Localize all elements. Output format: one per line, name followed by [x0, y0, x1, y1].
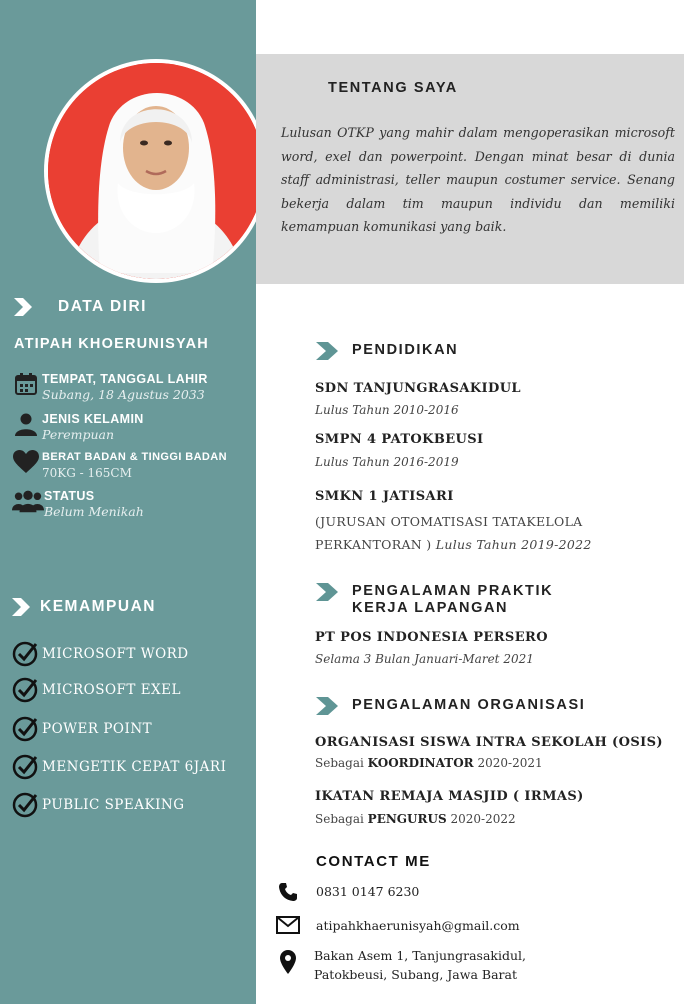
school-major-line: (JURUSAN OTOMATISASI TATAKELOLA	[315, 514, 583, 529]
org-name: ORGANISASI SISWA INTRA SEKOLAH (OSIS)	[315, 735, 663, 750]
contact-phone	[276, 882, 419, 902]
school-years: Lulus Tahun 2019-2022	[435, 537, 592, 552]
info-status	[12, 489, 144, 520]
skill-item	[12, 641, 189, 667]
contact-title: CONTACT ME	[316, 853, 431, 870]
org-role-years: 2020-2021	[477, 756, 543, 770]
chevron-right-icon	[10, 598, 30, 616]
school-name: SMPN 4 PATOKBEUSI	[315, 432, 484, 447]
school-name: SMKN 1 JATISARI	[315, 489, 454, 504]
school-name: SDN TANJUNGRASAKIDUL	[315, 381, 521, 396]
school-detail	[315, 510, 592, 556]
organisasi-title: PENGALAMAN ORGANISASI	[352, 697, 586, 713]
person-icon	[14, 412, 38, 436]
phone-number[interactable]: 0831 0147 6230	[316, 884, 420, 899]
school-major-line-2	[315, 533, 592, 556]
check-circle-icon	[12, 677, 38, 703]
chevron-right-icon	[316, 697, 338, 715]
check-circle-icon	[12, 716, 38, 742]
org-name: IKATAN REMAJA MASJID ( IRMAS)	[315, 789, 584, 804]
profile-photo	[48, 63, 264, 279]
org-role	[315, 756, 543, 770]
location-pin-icon	[280, 950, 296, 974]
pendidikan-heading	[316, 342, 458, 360]
org-role-title: PENGURUS	[367, 812, 447, 826]
check-circle-icon	[12, 641, 38, 667]
chevron-right-icon	[316, 342, 338, 360]
check-circle-icon	[12, 754, 38, 780]
pkl-detail: Selama 3 Bulan Januari-Maret 2021	[315, 652, 534, 666]
mail-icon	[276, 916, 300, 934]
pkl-title	[352, 583, 553, 617]
pkl-company: PT POS INDONESIA PERSERO	[315, 630, 548, 645]
org-role-prefix: Sebagai	[315, 756, 364, 770]
data-diri-title: DATA DIRI	[58, 298, 147, 315]
org-role	[315, 812, 516, 826]
info-value: Belum Menikah	[44, 504, 144, 519]
kemampuan-title: KEMAMPUAN	[40, 598, 156, 615]
info-label: TEMPAT, TANGGAL LAHIR	[42, 372, 208, 386]
email-address[interactable]: atipahkhaerunisyah@gmail.com	[316, 918, 520, 933]
skill-label: MICROSOFT EXEL	[42, 682, 181, 698]
chevron-right-icon	[12, 298, 32, 316]
info-value: 70KG - 165CM	[42, 466, 132, 480]
pkl-heading	[316, 583, 553, 617]
organisasi-heading	[316, 697, 585, 715]
pkl-title-line2: KERJA LAPANGAN	[352, 600, 509, 616]
school-detail: Lulus Tahun 2016-2019	[315, 455, 459, 469]
org-role-title: KOORDINATOR	[367, 756, 474, 770]
info-gender	[12, 412, 144, 443]
info-value: Subang, 18 Agustus 2033	[42, 387, 205, 402]
address-line-1: Bakan Asem 1, Tanjungrasakidul,	[314, 948, 526, 963]
data-diri-heading	[12, 298, 147, 316]
pendidikan-title: PENDIDIKAN	[352, 342, 459, 358]
skill-label: POWER POINT	[42, 721, 153, 737]
full-name: ATIPAH KHOERUNISYAH	[14, 336, 209, 352]
info-label: BERAT BADAN & TINGGI BADAN	[42, 451, 227, 463]
skill-label: MICROSOFT WORD	[42, 646, 189, 662]
address-line-2: Patokbeusi, Subang, Jawa Barat	[314, 967, 517, 982]
heart-icon	[13, 450, 39, 474]
kemampuan-heading	[10, 598, 156, 616]
skill-item	[12, 792, 185, 818]
skill-item	[12, 677, 181, 703]
info-body	[12, 450, 227, 481]
info-birth	[12, 372, 208, 403]
contact-email	[276, 916, 520, 935]
info-label: JENIS KELAMIN	[42, 412, 144, 426]
calendar-icon	[14, 372, 38, 396]
group-icon	[12, 489, 44, 513]
contact-address	[276, 946, 526, 984]
pkl-title-line1: PENGALAMAN PRAKTIK	[352, 583, 554, 599]
skill-item	[12, 716, 152, 742]
org-role-prefix: Sebagai	[315, 812, 364, 826]
info-value: Perempuan	[42, 427, 115, 442]
school-major-end: PERKANTORAN )	[315, 537, 432, 552]
phone-icon	[278, 882, 298, 902]
about-title: TENTANG SAYA	[328, 80, 458, 96]
skill-item	[12, 754, 226, 780]
org-role-years: 2020-2022	[450, 812, 516, 826]
info-label: STATUS	[44, 489, 95, 503]
chevron-right-icon	[316, 583, 338, 601]
check-circle-icon	[12, 792, 38, 818]
school-detail: Lulus Tahun 2010-2016	[315, 403, 459, 417]
skill-label: MENGETIK CEPAT 6JARI	[42, 759, 227, 775]
skill-label: PUBLIC SPEAKING	[42, 797, 185, 813]
about-text: Lulusan OTKP yang mahir dalam mengoperasikan microsoft word, exel dan powerpoint. Dengan minat besar di dunia staff administrasi, teller maupun costumer service. Senang bekerja dalam tim maupun individu dan memiliki kemampuan komunikasi yang baik.	[281, 125, 675, 234]
